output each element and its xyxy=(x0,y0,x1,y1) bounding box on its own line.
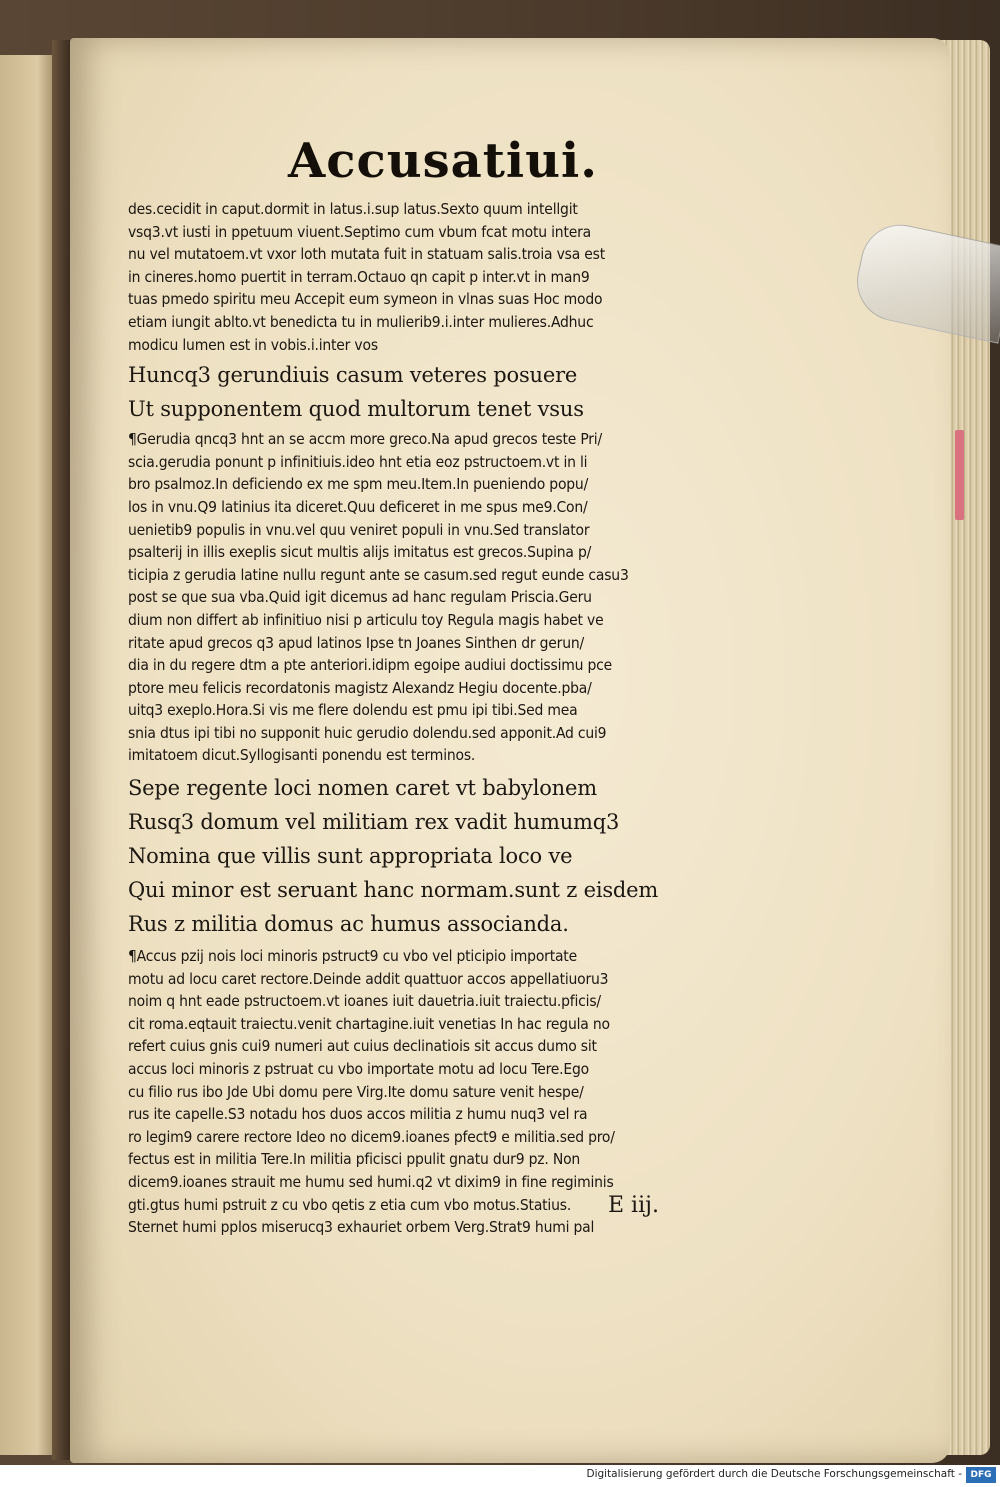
page-text xyxy=(128,130,738,1239)
signature-mark: E iij. xyxy=(608,1193,659,1218)
text-line: ritate apud grecos q3 apud latinos Ipse tn Joanes Sinthen dr gerun/ xyxy=(128,633,584,652)
verse-group-1 xyxy=(128,358,738,426)
text-line: dicem9.ioanes strauit me humu sed humi.q2 vt dixim9 in fine regiminis xyxy=(128,1173,614,1191)
text-line: nu vel mutatoem.vt vxor loth mutata fuit in statuam salis.troia vsa est xyxy=(128,245,605,264)
verse-line: Rusq3 domum vel militiam rex vadit humumq3 xyxy=(128,810,620,835)
text-line: etiam iungit ablto.vt benedicta tu in mulierib9.i.inter mulieres.Adhuc xyxy=(128,312,594,331)
dfg-logo[interactable]: DFG xyxy=(966,1467,996,1483)
text-line: ¶Gerudia qncq3 hnt an se accm more greco.Na apud grecos teste Pri/ xyxy=(128,430,602,449)
verse-group-2 xyxy=(128,771,738,941)
text-line: modicu lumen est in vobis.i.inter vos xyxy=(128,335,378,354)
text-line: noim q hnt eade pstructoem.vt ioanes iuit dauetria.iuit traiectu.pficis/ xyxy=(128,992,601,1011)
page-tab-marker xyxy=(955,430,964,520)
verse-line: Ut supponentem quod multorum tenet vsus xyxy=(128,397,584,422)
text-line: snia dtus ipi tibi no supponit huic gerudio dolendu.sed apponit.Ad cui9 xyxy=(128,723,607,742)
funding-credit: Digitalisierung gefördert durch die Deutsche Forschungsgemeinschaft - xyxy=(586,1468,962,1480)
text-line: scia.gerudia ponunt p infinitiuis.ideo hnt etia eoz pstructoem.vt in li xyxy=(128,452,588,471)
text-line: ticipia z gerudia latine nullu regunt ante se casum.sed regut eunde casu3 xyxy=(128,565,629,584)
verse-line: Rus z militia domus ac humus associanda. xyxy=(128,912,569,937)
verse-line: Huncq3 gerundiuis casum veteres posuere xyxy=(128,363,578,388)
text-line: uitq3 exeplo.Hora.Si vis me flere dolendu est pmu ipi tibi.Sed mea xyxy=(128,701,578,720)
text-line: post se que sua vba.Quid igit dicemus ad hanc regulam Priscia.Geru xyxy=(128,588,592,607)
text-line: refert cuius gnis cui9 numeri aut cuius declinatiois sit accus dumo sit xyxy=(128,1037,597,1056)
verse-line: Sepe regente loci nomen caret vt babylonem xyxy=(128,776,597,801)
paragraph-2 xyxy=(128,428,738,767)
verse-line: Qui minor est seruant hanc normam.sunt z eisdem xyxy=(128,878,659,903)
text-line: cit roma.eqtauit traiectu.venit chartagine.iuit venetias In hac regula no xyxy=(128,1014,610,1033)
footer-bar xyxy=(0,1465,1000,1487)
text-line: dia in du regere dtm a pte anteriori.idipm egoipe audiui doctissimu pce xyxy=(128,656,612,675)
text-line: ro legim9 carere rectore Ideo no dicem9.ioanes pfect9 e militia.sed pro/ xyxy=(128,1127,615,1146)
text-line: fectus est in militia Tere.In militia pficisci ppulit gnatu dur9 pz. Non xyxy=(128,1150,581,1169)
text-line: accus loci minoris z pstruat cu vbo importate motu ad locu Tere.Ego xyxy=(128,1060,589,1079)
text-line: imitatoem dicut.Syllogisanti ponendu est terminos. xyxy=(128,746,476,765)
text-line: cu filio rus ibo Jde Ubi domu pere Virg.Ite domu sature venit hespe/ xyxy=(128,1082,584,1101)
text-line: motu ad locu caret rectore.Deinde addit quattuor accos appellatiuoru3 xyxy=(128,969,609,988)
text-line: Sternet humi pplos miserucq3 exhauriet orbem Verg.Strat9 humi pal xyxy=(128,1218,595,1237)
verse-line: Nomina que villis sunt appropriata loco ve xyxy=(128,844,573,869)
text-line: gti.gtus humi pstruit z cu vbo qetis z etia cum vbo motus.Statius. xyxy=(128,1195,572,1214)
text-line: des.cecidit in caput.dormit in latus.i.sup latus.Sexto quum intellgit xyxy=(128,200,578,218)
page-title: Accusatiui. xyxy=(288,133,598,189)
text-line: tuas pmedo spiritu meu Accepit eum symeon in vlnas suas Hoc modo xyxy=(128,290,603,309)
text-line: los in vnu.Q9 latinius ita diceret.Quu deficeret in me spus me9.Con/ xyxy=(128,497,588,516)
text-line: uenietib9 populis in vnu.vel quu veniret populi in vnu.Sed translator xyxy=(128,520,590,539)
text-line: psalterij in illis exeplis sicut multis alijs imitatus est grecos.Supina p/ xyxy=(128,543,592,562)
text-line: ptore meu felicis recordatonis magistz Alexandz Hegiu docente.pba/ xyxy=(128,678,592,697)
text-line: in cineres.homo puertit in terram.Octauo qn capit p inter.vt in man9 xyxy=(128,267,590,286)
paragraph-1 xyxy=(128,198,738,356)
text-line: bro psalmoz.In deficiendo ex me spm meu.Item.In pueniendo popu/ xyxy=(128,475,589,494)
text-line: ¶Accus pzij nois loci minoris pstruct9 cu vbo vel pticipio importate xyxy=(128,947,577,966)
text-line: vsq3.vt iusti in ppetuum viuent.Septimo cum vbum fcat motu intera xyxy=(128,222,591,241)
text-line: rus ite capelle.S3 notadu hos duos accos militia z humu nuq3 vel ra xyxy=(128,1105,588,1124)
text-line: dium non differt ab infinitiuo nisi p articulu toy Regula magis habet ve xyxy=(128,610,604,629)
